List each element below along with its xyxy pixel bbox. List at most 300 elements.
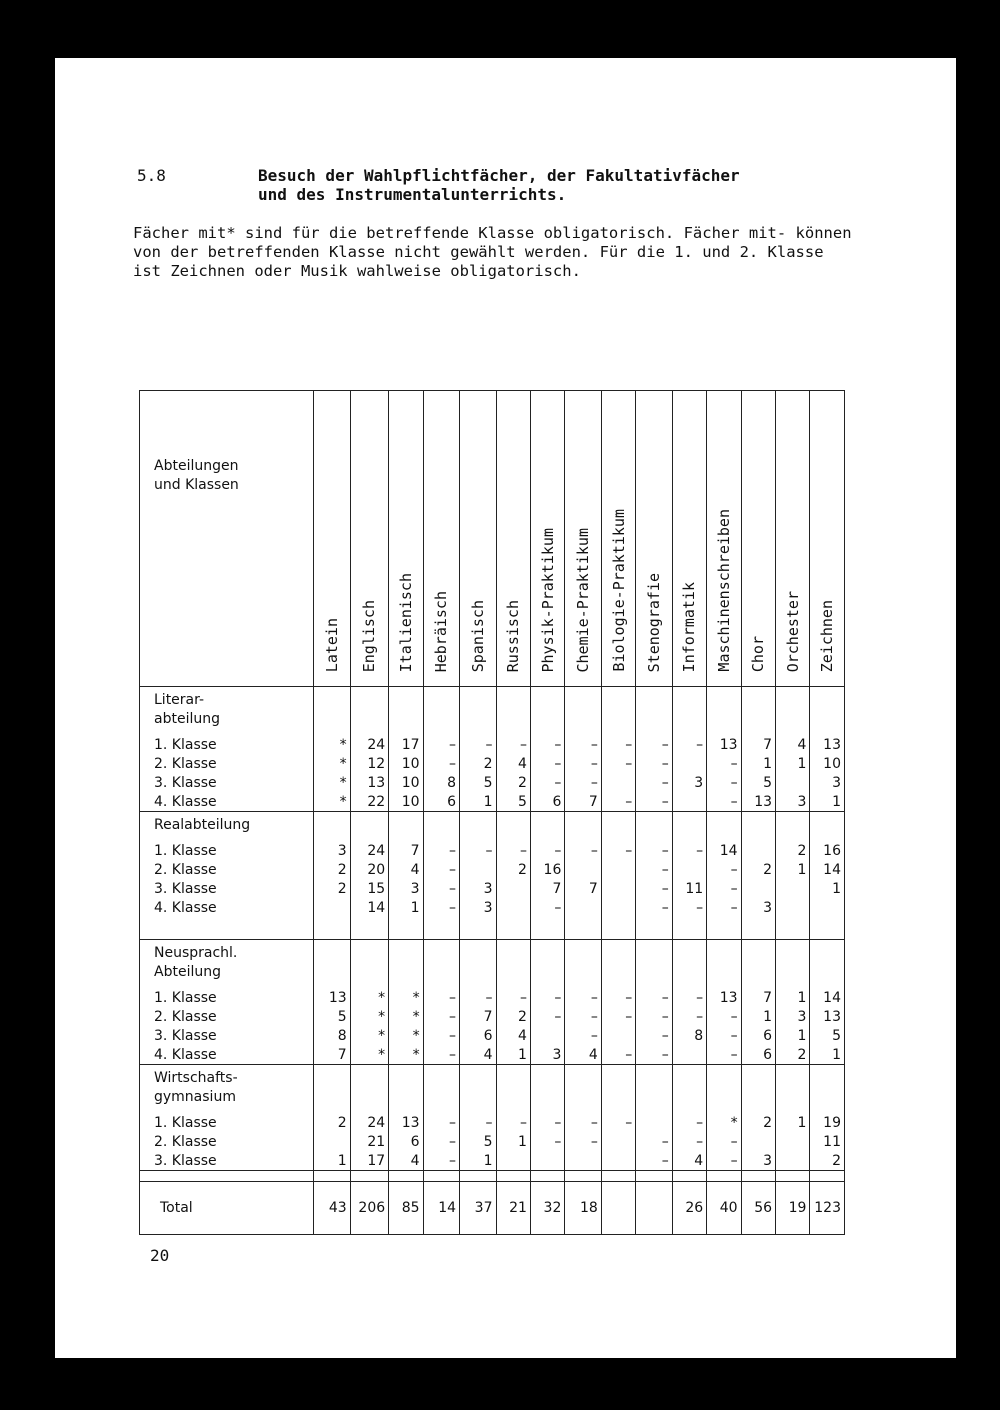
table-row [140,1113,845,1132]
column-header [810,391,845,687]
group-header-row [140,812,845,842]
value-cell: – [565,773,601,792]
empty-cell [741,812,775,842]
value-cell: 2 [496,1007,530,1026]
empty-cell [350,1065,388,1114]
value-cell: 19 [810,1113,845,1132]
total-cell: 56 [741,1182,775,1235]
empty-cell [389,1065,423,1114]
empty-cell [810,1171,845,1182]
value-cell: 7 [530,879,564,898]
table-row [140,1007,845,1026]
value-cell: 1 [460,792,496,812]
value-cell: – [530,1007,564,1026]
value-cell: * [350,988,388,1007]
column-header [350,391,388,687]
total-cell [601,1182,635,1235]
empty-cell [140,917,314,940]
value-cell: 4 [776,735,810,754]
empty-cell [350,940,388,989]
value-cell: 24 [350,735,388,754]
empty-cell [776,812,810,842]
value-cell: – [530,898,564,917]
empty-cell [460,687,496,736]
value-cell [496,1151,530,1171]
group-header-row [140,1065,845,1114]
value-cell: 14 [350,898,388,917]
column-header [636,391,672,687]
value-cell: – [460,735,496,754]
value-cell [601,898,635,917]
empty-cell [601,812,635,842]
value-cell [776,898,810,917]
total-cell: 32 [530,1182,564,1235]
value-cell: – [423,754,459,773]
section-number: 5.8 [137,166,166,185]
empty-cell [741,1171,775,1182]
column-header [741,391,775,687]
value-cell: – [707,754,741,773]
empty-cell [707,687,741,736]
value-cell: * [314,792,350,812]
value-cell [776,879,810,898]
value-cell [601,1132,635,1151]
value-cell [530,1151,564,1171]
empty-cell [776,940,810,989]
class-label: 3. Klasse [140,1151,314,1171]
value-cell [565,860,601,879]
value-cell: – [707,1045,741,1065]
value-cell: – [601,754,635,773]
value-cell: – [530,841,564,860]
value-cell: 1 [776,860,810,879]
value-cell: – [707,1026,741,1045]
empty-cell [350,917,388,940]
value-cell: 4 [496,1026,530,1045]
value-cell: 5 [314,1007,350,1026]
value-cell: 4 [460,1045,496,1065]
value-cell: – [601,841,635,860]
value-cell: 4 [672,1151,706,1171]
empty-cell [636,940,672,989]
empty-cell [496,917,530,940]
empty-cell [460,812,496,842]
column-header [496,391,530,687]
value-cell: * [350,1026,388,1045]
value-cell: – [460,841,496,860]
empty-cell [672,687,706,736]
value-cell: 5 [460,773,496,792]
value-cell: 7 [741,988,775,1007]
class-label: 2. Klasse [140,754,314,773]
empty-cell [707,917,741,940]
empty-cell [565,1065,601,1114]
value-cell: 2 [314,1113,350,1132]
value-cell: 1 [776,1113,810,1132]
value-cell: – [636,735,672,754]
value-cell: * [314,735,350,754]
value-cell: 11 [810,1132,845,1151]
value-cell: 1 [496,1132,530,1151]
value-cell [672,792,706,812]
empty-cell [707,1065,741,1114]
empty-cell [530,940,564,989]
value-cell [314,898,350,917]
table-row [140,1045,845,1065]
column-header [423,391,459,687]
value-cell: 3 [460,898,496,917]
value-cell: 3 [389,879,423,898]
value-cell: 3 [460,879,496,898]
column-header [530,391,564,687]
class-label: 1. Klasse [140,1113,314,1132]
value-cell: 13 [741,792,775,812]
empty-cell [636,1171,672,1182]
empty-cell [565,917,601,940]
value-cell: 6 [741,1026,775,1045]
empty-cell [741,940,775,989]
value-cell: – [601,1113,635,1132]
column-header-label: Spanisch [468,599,487,672]
value-cell: 8 [672,1026,706,1045]
empty-cell [314,1171,350,1182]
table-row [140,879,845,898]
value-cell: – [423,860,459,879]
empty-cell [423,1065,459,1114]
value-cell [496,898,530,917]
value-cell: – [672,841,706,860]
value-cell: – [565,1007,601,1026]
value-cell: – [636,754,672,773]
empty-cell [423,812,459,842]
value-cell: – [565,1113,601,1132]
value-cell: – [707,898,741,917]
value-cell: – [423,988,459,1007]
value-cell: * [389,1007,423,1026]
total-cell: 37 [460,1182,496,1235]
value-cell: 24 [350,841,388,860]
total-cell [636,1182,672,1235]
empty-cell [565,1171,601,1182]
column-header-label: Hebräisch [432,590,451,672]
value-cell: 3 [672,773,706,792]
column-header [565,391,601,687]
value-cell: 13 [810,1007,845,1026]
empty-cell [776,1171,810,1182]
value-cell: 1 [810,792,845,812]
empty-cell [565,812,601,842]
empty-cell [601,687,635,736]
total-cell: 18 [565,1182,601,1235]
total-cell: 43 [314,1182,350,1235]
value-cell: 7 [460,1007,496,1026]
empty-cell [314,917,350,940]
table-row [140,773,845,792]
value-cell: 1 [460,1151,496,1171]
total-cell: 19 [776,1182,810,1235]
value-cell: 1 [741,754,775,773]
value-cell: – [423,1113,459,1132]
empty-cell [314,812,350,842]
value-cell: 7 [741,735,775,754]
empty-cell [314,940,350,989]
value-cell: 13 [350,773,388,792]
empty-cell [601,940,635,989]
value-cell: 5 [741,773,775,792]
value-cell [601,1026,635,1045]
value-cell: 5 [810,1026,845,1045]
document-page [55,58,956,1358]
empty-cell [423,940,459,989]
value-cell [636,1113,672,1132]
value-cell: – [530,1113,564,1132]
empty-cell [350,812,388,842]
empty-cell [810,917,845,940]
empty-cell [389,1171,423,1182]
empty-cell [636,687,672,736]
table-row [140,860,845,879]
total-label: Total [140,1182,314,1235]
column-header-label: Latein [322,617,341,672]
value-cell: 5 [460,1132,496,1151]
value-cell: 2 [776,1045,810,1065]
value-cell: – [636,879,672,898]
class-label: 1. Klasse [140,988,314,1007]
empty-cell [672,812,706,842]
empty-cell [672,940,706,989]
empty-cell [423,917,459,940]
value-cell: – [636,898,672,917]
value-cell [741,841,775,860]
value-cell: 2 [810,1151,845,1171]
empty-cell [707,812,741,842]
value-cell: – [496,735,530,754]
empty-cell [530,1171,564,1182]
value-cell: 2 [496,773,530,792]
value-cell [601,860,635,879]
value-cell: 7 [565,792,601,812]
value-cell: – [707,860,741,879]
group-header-row [140,940,845,989]
value-cell: – [530,988,564,1007]
value-cell: – [601,1007,635,1026]
value-cell: 13 [389,1113,423,1132]
empty-cell [636,917,672,940]
value-cell: 1 [810,1045,845,1065]
empty-cell [810,1065,845,1114]
column-header [601,391,635,687]
value-cell: 4 [389,1151,423,1171]
value-cell: – [707,1132,741,1151]
value-cell: 6 [389,1132,423,1151]
value-cell [741,879,775,898]
value-cell: 13 [314,988,350,1007]
value-cell: 3 [314,841,350,860]
empty-cell [672,1065,706,1114]
empty-cell [601,1171,635,1182]
value-cell: 2 [314,860,350,879]
empty-cell [496,812,530,842]
value-cell: – [707,879,741,898]
value-cell [460,860,496,879]
value-cell: 13 [810,735,845,754]
class-label: 3. Klasse [140,1026,314,1045]
value-cell: 6 [530,792,564,812]
value-cell: 13 [707,988,741,1007]
column-header [776,391,810,687]
value-cell: 3 [741,898,775,917]
value-cell: – [530,773,564,792]
value-cell: * [350,1007,388,1026]
value-cell: 16 [810,841,845,860]
value-cell: * [314,773,350,792]
value-cell: 1 [776,988,810,1007]
value-cell: 20 [350,860,388,879]
empty-cell [350,1171,388,1182]
column-header-label: Informatik [680,581,699,672]
column-header [460,391,496,687]
intro-paragraph: Fächer mit* sind für die betreffende Klasse obligatorisch. Fächer mit- können von der betreffenden Klasse nicht gewählt werden. Für die 1. und 2. Klasse ist Zeichnen oder Musik wahlweise obligatorisch. [133,224,852,280]
value-cell [672,754,706,773]
class-label: 2. Klasse [140,1132,314,1151]
value-cell: * [389,988,423,1007]
value-cell: 1 [741,1007,775,1026]
class-label: 2. Klasse [140,1007,314,1026]
table-row [140,841,845,860]
total-cell: 21 [496,1182,530,1235]
value-cell: – [707,773,741,792]
value-cell: 17 [350,1151,388,1171]
empty-cell [601,917,635,940]
column-header-label: Englisch [360,599,379,672]
empty-cell [601,1065,635,1114]
value-cell: 2 [776,841,810,860]
empty-cell [389,917,423,940]
value-cell: – [565,754,601,773]
value-cell: 15 [350,879,388,898]
column-header-label: Stenografie [644,572,663,672]
value-cell [672,860,706,879]
column-header [389,391,423,687]
value-cell: – [636,1045,672,1065]
value-cell: 6 [460,1026,496,1045]
spacer-row [140,917,845,940]
empty-cell [314,687,350,736]
value-cell: 4 [565,1045,601,1065]
value-cell: 10 [389,754,423,773]
value-cell: 14 [810,860,845,879]
value-cell: 7 [389,841,423,860]
value-cell: 7 [314,1045,350,1065]
value-cell: 1 [496,1045,530,1065]
value-cell: 11 [672,879,706,898]
column-header [314,391,350,687]
value-cell: 1 [314,1151,350,1171]
value-cell: – [636,1007,672,1026]
value-cell: 4 [496,754,530,773]
column-header-label: Zeichnen [818,599,837,672]
value-cell: – [672,898,706,917]
value-cell: – [707,1151,741,1171]
total-row [140,1182,845,1235]
table-row [140,792,845,812]
column-header-label: Chor [749,635,768,672]
section-title-line-2: und des Instrumentalunterrichts. [258,185,567,204]
value-cell: 2 [741,860,775,879]
value-cell: 8 [314,1026,350,1045]
value-cell: – [636,860,672,879]
value-cell: – [636,773,672,792]
value-cell: 3 [776,1007,810,1026]
empty-cell [810,812,845,842]
value-cell: 1 [776,1026,810,1045]
value-cell: 14 [707,841,741,860]
empty-cell [672,917,706,940]
value-cell: * [350,1045,388,1065]
value-cell: – [672,988,706,1007]
value-cell: 16 [530,860,564,879]
total-cell: 123 [810,1182,845,1235]
value-cell [601,773,635,792]
value-cell [565,1151,601,1171]
value-cell: – [601,988,635,1007]
value-cell: – [636,792,672,812]
empty-cell [314,1065,350,1114]
total-cell: 85 [389,1182,423,1235]
value-cell [314,1132,350,1151]
value-cell: – [530,735,564,754]
value-cell: – [423,735,459,754]
value-cell: – [601,735,635,754]
empty-cell [140,1171,314,1182]
value-cell [810,898,845,917]
total-cell: 206 [350,1182,388,1235]
empty-cell [460,1065,496,1114]
empty-cell [565,687,601,736]
empty-cell [776,1065,810,1114]
total-cell: 40 [707,1182,741,1235]
value-cell: 1 [810,879,845,898]
value-cell: – [565,1026,601,1045]
empty-cell [707,940,741,989]
value-cell: – [707,792,741,812]
empty-cell [636,812,672,842]
value-cell [601,879,635,898]
column-header [707,391,741,687]
section-title [258,166,740,204]
table-row [140,988,845,1007]
value-cell [601,1151,635,1171]
value-cell: 13 [707,735,741,754]
value-cell: 4 [389,860,423,879]
group-label: Realabteilung [140,812,314,842]
column-header-label: Physik-Praktikum [538,527,557,672]
value-cell: 3 [741,1151,775,1171]
column-header-label: Russisch [504,599,523,672]
value-cell: – [530,1132,564,1151]
value-cell: 3 [776,792,810,812]
class-label: 1. Klasse [140,841,314,860]
column-header-label: Maschinenschreiben [714,509,733,672]
class-label: 2. Klasse [140,860,314,879]
empty-cell [496,687,530,736]
value-cell: – [636,1132,672,1151]
total-cell: 14 [423,1182,459,1235]
value-cell: 7 [565,879,601,898]
empty-cell [530,917,564,940]
value-cell: – [565,841,601,860]
value-cell: – [423,1045,459,1065]
